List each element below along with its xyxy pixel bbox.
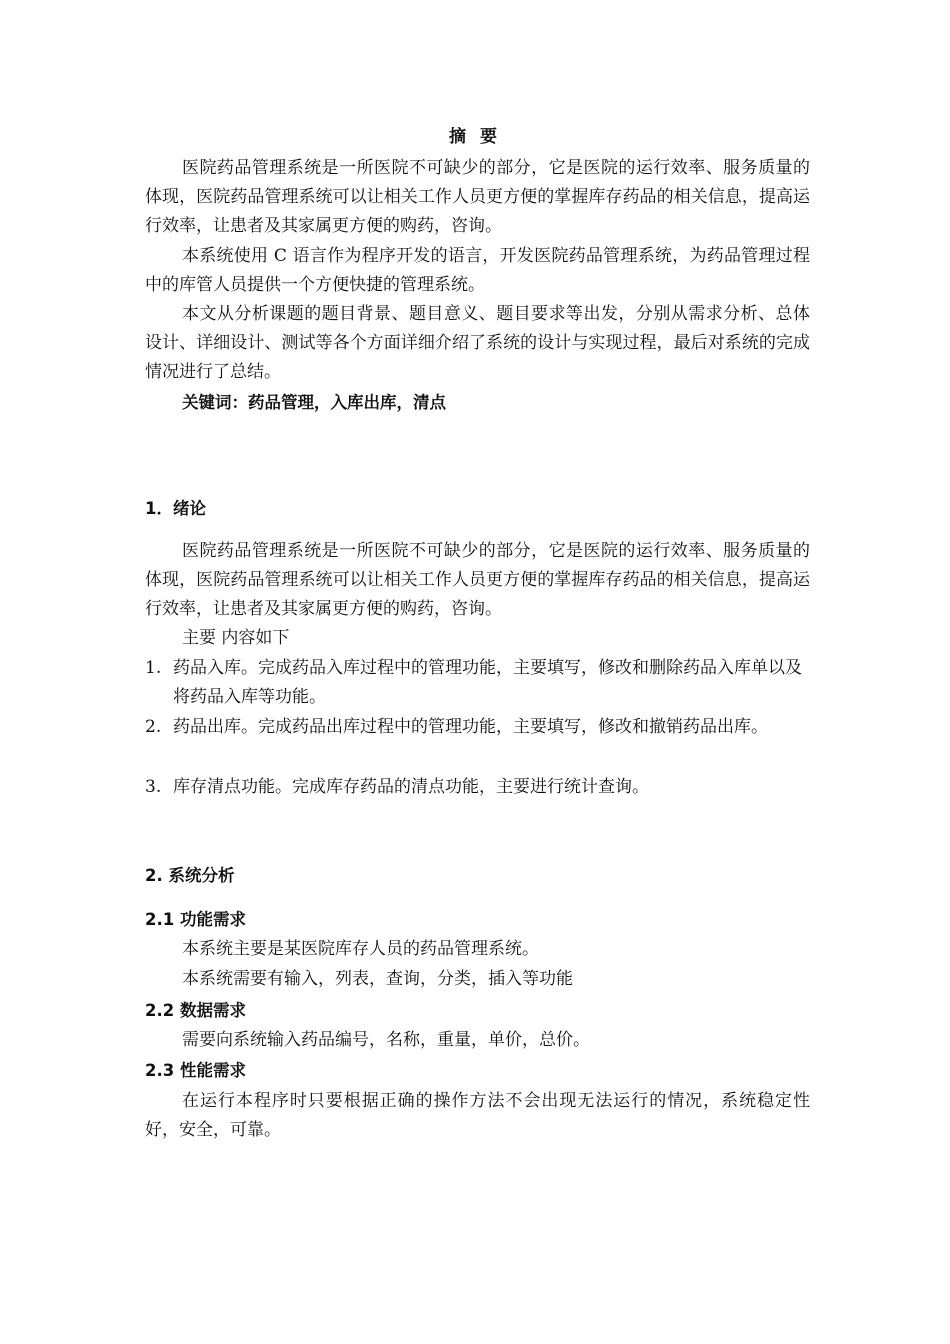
list-item-number: 2. xyxy=(145,717,162,737)
abstract-paragraph-2: 本系统使用 C 语言作为程序开发的语言，开发医院药品管理系统，为药品管理过程中的库管人员提供一个方便快捷的管理系统。 xyxy=(145,246,810,295)
list-item-text: 库存清点功能。完成库存药品的清点功能，主要进行统计查询。 xyxy=(173,777,649,797)
section-2-1-heading: 2.1 功能需求 xyxy=(145,910,246,929)
abstract-paragraph-3: 本文从分析课题的题目背景、题目意义、题目要求等出发，分别从需求分析、总体设计、详细设计、测试等各个方面详细介绍了系统的设计与实现过程，最后对系统的完成情况进行了总结。 xyxy=(145,304,810,382)
section-2-1-paragraph-2: 本系统需要有输入，列表，查询，分类，插入等功能 xyxy=(182,969,573,989)
list-item-text: 药品入库。完成药品入库过程中的管理功能，主要填写，修改和删除药品入库单以及将药品入库等功能。 xyxy=(173,658,802,707)
list-item-number: 3. xyxy=(145,777,162,797)
keywords: 关键词：药品管理，入库出库，清点 xyxy=(182,393,446,412)
section-2-3-heading: 2.3 性能需求 xyxy=(145,1061,246,1080)
abstract-title: 摘 要 xyxy=(449,127,501,147)
abstract-paragraph-1: 医院药品管理系统是一所医院不可缺少的部分，它是医院的运行效率、服务质量的体现，医院药品管理系统可以让相关工作人员更方便的掌握库存药品的相关信息，提高运行效率，让患者及其家属更方便的购药，咨询。 xyxy=(145,158,810,236)
section-2-3-paragraph: 在运行本程序时只要根据正确的操作方法不会出现无法运行的情况，系统稳定性好，安全，可靠。 xyxy=(145,1091,810,1140)
section-1-intro: 主要 内容如下 xyxy=(182,628,290,648)
list-item-number: 1. xyxy=(145,658,162,678)
section-2-2-heading: 2.2 数据需求 xyxy=(145,1001,246,1020)
section-2-1-paragraph-1: 本系统主要是某医院库存人员的药品管理系统。 xyxy=(182,939,539,959)
list-item-text: 药品出库。完成药品出库过程中的管理功能，主要填写，修改和撤销药品出库。 xyxy=(173,717,768,737)
section-2-heading: 2. 系统分析 xyxy=(145,866,235,885)
section-1-heading: 1．绪论 xyxy=(145,499,206,518)
list-item xyxy=(145,654,810,712)
section-1-paragraph: 医院药品管理系统是一所医院不可缺少的部分，它是医院的运行效率、服务质量的体现，医院药品管理系统可以让相关工作人员更方便的掌握库存药品的相关信息，提高运行效率，让患者及其家属更方便的购药，咨询。 xyxy=(145,541,810,619)
section-2-2-paragraph: 需要向系统输入药品编号，名称，重量，单价，总价。 xyxy=(182,1030,590,1050)
list-item xyxy=(145,773,810,802)
list-item xyxy=(145,713,810,771)
